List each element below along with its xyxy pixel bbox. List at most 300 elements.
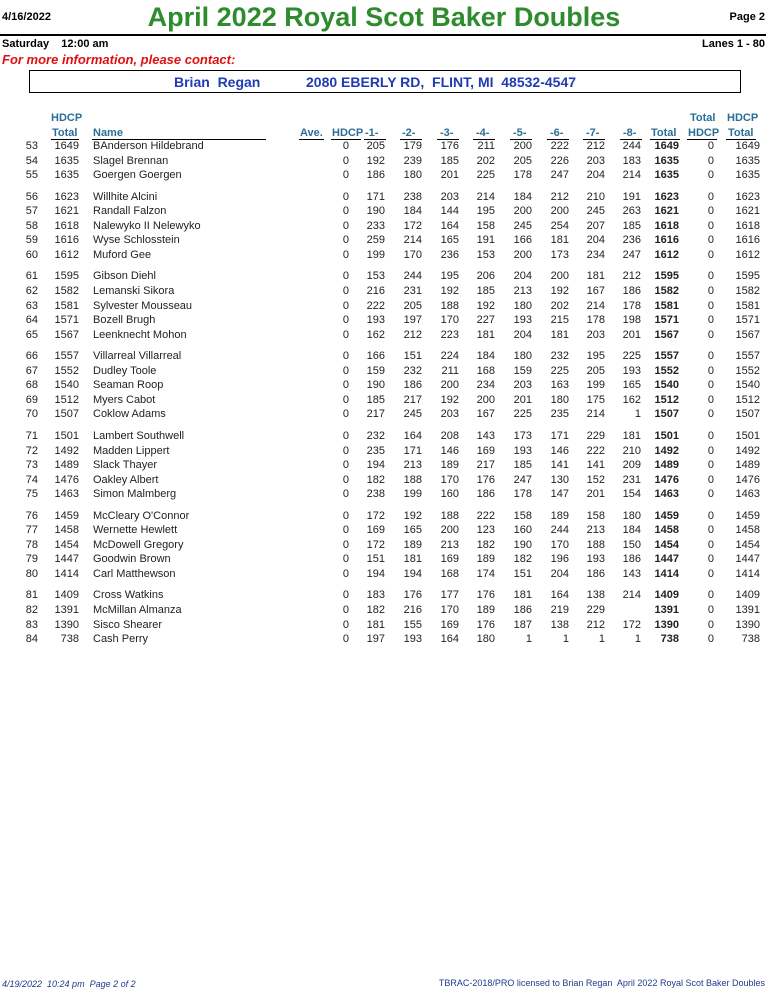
cell-game-7: 186 xyxy=(586,567,605,580)
cell-place: 80 xyxy=(25,567,38,580)
cell-entry-total: 1616 xyxy=(54,234,79,247)
cell-game-1: 216 xyxy=(366,285,385,297)
cell-game-7: 201 xyxy=(586,488,605,501)
cell-game-8: 181 xyxy=(622,429,641,442)
table-row xyxy=(0,365,768,379)
cell-handicap-total: 1390 xyxy=(735,618,760,631)
cell-game-8: 263 xyxy=(622,205,641,218)
cell-game-6: 200 xyxy=(550,270,569,283)
cell-team-name: Coklow Adams xyxy=(93,408,166,421)
cell-total-handicap: 0 xyxy=(707,248,714,261)
col-game-4: -4- xyxy=(476,127,490,139)
cell-game-6: 196 xyxy=(550,553,569,566)
cell-game-6: 173 xyxy=(550,248,569,261)
cell-place: 57 xyxy=(25,205,38,218)
cell-game-6: 244 xyxy=(550,524,569,537)
table-row xyxy=(0,619,768,633)
table-row xyxy=(0,350,768,364)
table-row xyxy=(0,169,768,183)
cell-game-8: 236 xyxy=(622,234,641,247)
cell-handicap-total: 1581 xyxy=(735,299,760,312)
cell-handicap: 0 xyxy=(342,350,349,363)
cell-game-8: 210 xyxy=(622,444,641,457)
cell-game-8: 225 xyxy=(622,350,641,363)
cell-place: 66 xyxy=(25,350,38,363)
cell-handicap: 0 xyxy=(342,524,349,537)
cell-team-name: BAnderson Hildebrand xyxy=(93,140,204,152)
cell-place: 77 xyxy=(25,524,38,537)
cell-team-name: Madden Lippert xyxy=(93,444,170,457)
cell-game-7: 199 xyxy=(586,379,605,392)
cell-game-2: 217 xyxy=(403,393,422,406)
cell-handicap: 0 xyxy=(342,154,349,167)
cell-handicap-total: 1540 xyxy=(735,379,760,392)
cell-entry-total: 1635 xyxy=(54,169,79,182)
cell-handicap: 0 xyxy=(342,328,349,341)
cell-game-4: 222 xyxy=(476,509,495,522)
cell-game-4: 225 xyxy=(476,169,495,182)
cell-total-handicap: 0 xyxy=(707,364,714,377)
table-row xyxy=(0,234,768,248)
table-row xyxy=(0,510,768,524)
cell-game-5: 160 xyxy=(513,524,532,537)
cell-game-4: 143 xyxy=(476,429,495,442)
table-row xyxy=(0,524,768,538)
cell-team-name: Lambert Southwell xyxy=(93,429,185,442)
cell-entry-total: 1507 xyxy=(54,408,79,421)
cell-place: 63 xyxy=(25,299,38,312)
cell-game-7: 205 xyxy=(586,364,605,377)
cell-total: 1489 xyxy=(654,459,679,471)
cell-game-8: 186 xyxy=(622,285,641,297)
cell-game-4: 153 xyxy=(476,248,495,261)
table-row xyxy=(0,300,768,314)
col-game-8: -8- xyxy=(623,127,637,139)
cell-game-7: 203 xyxy=(586,154,605,167)
cell-team-name: McCleary O'Connor xyxy=(93,509,190,522)
cell-total-handicap: 0 xyxy=(707,285,714,297)
cell-game-4: 184 xyxy=(476,350,495,363)
cell-game-7: 1 xyxy=(598,633,605,645)
report-title: April 2022 Royal Scot Baker Doubles xyxy=(147,2,621,32)
page-number: Page 2 xyxy=(729,11,765,23)
cell-game-2: 189 xyxy=(403,538,422,551)
cell-team-name: Goergen Goergen xyxy=(93,169,182,182)
cell-total-handicap: 0 xyxy=(707,429,714,442)
cell-total-handicap: 0 xyxy=(707,604,714,616)
cell-game-5: 201 xyxy=(513,393,532,406)
cell-total-handicap: 0 xyxy=(707,488,714,501)
cell-game-5: 180 xyxy=(513,299,532,312)
cell-total-handicap: 0 xyxy=(707,219,714,232)
cell-handicap: 0 xyxy=(342,285,349,297)
cell-handicap: 0 xyxy=(342,488,349,501)
cell-game-7: 229 xyxy=(586,604,605,616)
cell-place: 67 xyxy=(25,364,38,377)
cell-game-4: 158 xyxy=(476,219,495,232)
cell-entry-total: 1492 xyxy=(54,444,79,457)
cell-game-6: 254 xyxy=(550,219,569,232)
cell-total: 1447 xyxy=(654,553,679,566)
cell-game-3: 165 xyxy=(440,234,459,247)
cell-game-3: 168 xyxy=(440,567,459,580)
cell-game-6: 170 xyxy=(550,538,569,551)
cell-game-4: 180 xyxy=(476,633,495,645)
table-row xyxy=(0,474,768,488)
cell-game-1: 185 xyxy=(366,393,385,406)
cell-game-7: 204 xyxy=(586,169,605,182)
cell-entry-total: 1489 xyxy=(54,459,79,471)
cell-game-1: 181 xyxy=(366,618,385,631)
cell-entry-total: 1623 xyxy=(54,190,79,203)
cell-game-2: 179 xyxy=(403,140,422,152)
cell-total: 1463 xyxy=(654,488,679,501)
cell-place: 68 xyxy=(25,379,38,392)
cell-total-handicap: 0 xyxy=(707,140,714,152)
cell-handicap: 0 xyxy=(342,140,349,152)
cell-game-7: 213 xyxy=(586,524,605,537)
cell-entry-total: 1649 xyxy=(54,140,79,152)
cell-place: 54 xyxy=(25,154,38,167)
cell-game-5: 193 xyxy=(513,314,532,327)
cell-game-7: 167 xyxy=(586,285,605,297)
cell-handicap-total: 1489 xyxy=(735,459,760,471)
cell-game-8: 244 xyxy=(622,140,641,152)
cell-game-3: 160 xyxy=(440,488,459,501)
cell-place: 53 xyxy=(25,140,38,152)
cell-game-4: 189 xyxy=(476,604,495,616)
cell-total-handicap: 0 xyxy=(707,567,714,580)
cell-team-name: Sisco Shearer xyxy=(93,618,163,631)
cell-game-1: 217 xyxy=(366,408,385,421)
cell-handicap-total: 1507 xyxy=(735,408,760,421)
cell-game-5: 213 xyxy=(513,285,532,297)
cell-place: 78 xyxy=(25,538,38,551)
cell-game-3: 201 xyxy=(440,169,459,182)
contact-box xyxy=(29,70,741,93)
cell-game-2: 205 xyxy=(403,299,422,312)
cell-game-6: 181 xyxy=(550,328,569,341)
col-hdcp-total-bottom: Total xyxy=(52,127,78,139)
cell-handicap-total: 1409 xyxy=(735,589,760,602)
contact-name: Brian Regan xyxy=(174,74,261,90)
cell-team-name: Seaman Roop xyxy=(93,379,164,392)
col-hdcp: HDCP xyxy=(332,127,364,139)
cell-game-8: 143 xyxy=(622,567,641,580)
cell-team-name: Lemanski Sikora xyxy=(93,285,175,297)
cell-total: 1581 xyxy=(654,299,679,312)
cell-handicap: 0 xyxy=(342,429,349,442)
cell-handicap-total: 1414 xyxy=(735,567,760,580)
cell-game-2: 212 xyxy=(403,328,422,341)
cell-game-5: 200 xyxy=(513,205,532,218)
cell-handicap-total: 1391 xyxy=(735,604,760,616)
cell-entry-total: 738 xyxy=(60,633,79,645)
cell-total: 1635 xyxy=(654,169,679,182)
cell-entry-total: 1582 xyxy=(54,285,79,297)
cell-game-8: 184 xyxy=(622,524,641,537)
cell-place: 72 xyxy=(25,444,38,457)
cell-handicap: 0 xyxy=(342,299,349,312)
cell-game-1: 193 xyxy=(366,314,385,327)
cell-team-name: Oakley Albert xyxy=(93,473,159,486)
cell-entry-total: 1612 xyxy=(54,248,79,261)
cell-place: 81 xyxy=(25,589,38,602)
cell-game-5: 180 xyxy=(513,350,532,363)
cell-handicap-total: 1476 xyxy=(735,473,760,486)
cell-game-1: 166 xyxy=(366,350,385,363)
cell-game-3: 203 xyxy=(440,190,459,203)
table-row xyxy=(0,191,768,205)
cell-game-4: 123 xyxy=(476,524,495,537)
cell-game-4: 191 xyxy=(476,234,495,247)
table-row xyxy=(0,553,768,567)
cell-place: 82 xyxy=(25,604,38,616)
cell-game-6: 200 xyxy=(550,205,569,218)
cell-game-2: 232 xyxy=(403,364,422,377)
cell-handicap: 0 xyxy=(342,444,349,457)
table-row xyxy=(0,604,768,618)
cell-game-2: 176 xyxy=(403,589,422,602)
cell-game-2: 213 xyxy=(403,459,422,471)
cell-game-6: 232 xyxy=(550,350,569,363)
cell-place: 74 xyxy=(25,473,38,486)
cell-total: 1391 xyxy=(654,604,679,616)
cell-total: 1616 xyxy=(654,234,679,247)
cell-game-4: 234 xyxy=(476,379,495,392)
cell-game-7: 178 xyxy=(586,314,605,327)
col-game-2: -2- xyxy=(402,127,416,139)
cell-game-7: 195 xyxy=(586,350,605,363)
cell-game-3: 144 xyxy=(440,205,459,218)
cell-team-name: Simon Malmberg xyxy=(93,488,177,501)
cell-game-3: 146 xyxy=(440,444,459,457)
cell-game-6: 164 xyxy=(550,589,569,602)
cell-game-2: 180 xyxy=(403,169,422,182)
cell-game-2: 181 xyxy=(403,553,422,566)
col-game-6: -6- xyxy=(550,127,564,139)
cell-game-3: 200 xyxy=(440,379,459,392)
col-total: Total xyxy=(651,127,677,139)
cell-game-2: 164 xyxy=(403,429,422,442)
cell-handicap: 0 xyxy=(342,408,349,421)
cell-game-6: 226 xyxy=(550,154,569,167)
cell-team-name: Slack Thayer xyxy=(93,459,157,471)
cell-game-1: 197 xyxy=(366,633,385,645)
cell-game-8: 1 xyxy=(634,633,641,645)
cell-game-6: 222 xyxy=(550,140,569,152)
cell-game-2: 170 xyxy=(403,248,422,261)
cell-total: 1612 xyxy=(654,248,679,261)
cell-game-3: 224 xyxy=(440,350,459,363)
cell-game-4: 227 xyxy=(476,314,495,327)
contact-address: 2080 EBERLY RD, FLINT, MI 48532-4547 xyxy=(306,74,577,90)
cell-game-7: 245 xyxy=(586,205,605,218)
cell-game-8: 191 xyxy=(622,190,641,203)
cell-game-6: 202 xyxy=(550,299,569,312)
cell-game-4: 186 xyxy=(476,488,495,501)
cell-game-6: 130 xyxy=(550,473,569,486)
cell-total: 1621 xyxy=(654,205,679,218)
table-row xyxy=(0,329,768,343)
cell-total-handicap: 0 xyxy=(707,379,714,392)
cell-game-1: 182 xyxy=(366,604,385,616)
cell-total-handicap: 0 xyxy=(707,154,714,167)
cell-game-2: 239 xyxy=(403,154,422,167)
cell-game-1: 194 xyxy=(366,567,385,580)
cell-game-7: 207 xyxy=(586,219,605,232)
cell-game-8: 209 xyxy=(622,459,641,471)
cell-game-1: 162 xyxy=(366,328,385,341)
cell-game-6: 141 xyxy=(550,459,569,471)
col-final-top: HDCP xyxy=(727,112,759,124)
cell-handicap-total: 1571 xyxy=(735,314,760,327)
cell-handicap: 0 xyxy=(342,459,349,471)
cell-game-4: 174 xyxy=(476,567,495,580)
cell-team-name: Goodwin Brown xyxy=(93,553,171,566)
header-rule xyxy=(0,34,766,36)
cell-game-3: 170 xyxy=(440,604,459,616)
cell-place: 79 xyxy=(25,553,38,566)
cell-total-handicap: 0 xyxy=(707,328,714,341)
cell-entry-total: 1540 xyxy=(54,379,79,392)
cell-game-8: 186 xyxy=(622,553,641,566)
cell-game-1: 259 xyxy=(366,234,385,247)
cell-total-handicap: 0 xyxy=(707,633,714,645)
cell-team-name: Villarreal Villarreal xyxy=(93,350,182,363)
cell-entry-total: 1621 xyxy=(54,205,79,218)
cell-game-1: 186 xyxy=(366,169,385,182)
table-row xyxy=(0,379,768,393)
cell-handicap: 0 xyxy=(342,604,349,616)
cell-team-name: Leenknecht Mohon xyxy=(93,328,187,341)
cell-game-6: 204 xyxy=(550,567,569,580)
cell-game-8: 212 xyxy=(622,270,641,283)
cell-game-6: 180 xyxy=(550,393,569,406)
cell-game-3: 213 xyxy=(440,538,459,551)
col-total-hdcp-top: Total xyxy=(690,112,716,124)
cell-place: 83 xyxy=(25,618,38,631)
cell-game-2: 197 xyxy=(403,314,422,327)
cell-game-8: 180 xyxy=(622,509,641,522)
cell-team-name: McMillan Almanza xyxy=(93,604,182,616)
table-row xyxy=(0,205,768,219)
cell-entry-total: 1476 xyxy=(54,473,79,486)
cell-handicap-total: 1552 xyxy=(735,364,760,377)
cell-game-6: 147 xyxy=(550,488,569,501)
cell-game-6: 163 xyxy=(550,379,569,392)
cell-entry-total: 1409 xyxy=(54,589,79,602)
cell-game-5: 166 xyxy=(513,234,532,247)
cell-game-1: 233 xyxy=(366,219,385,232)
table-row xyxy=(0,249,768,263)
cell-place: 64 xyxy=(25,314,38,327)
cell-team-name: Nalewyko II Nelewyko xyxy=(93,219,201,232)
cell-place: 60 xyxy=(25,248,38,261)
cell-game-4: 217 xyxy=(476,459,495,471)
cell-game-3: 170 xyxy=(440,473,459,486)
col-game-1: -1- xyxy=(365,127,379,139)
cell-game-5: 158 xyxy=(513,509,532,522)
cell-game-5: 193 xyxy=(513,444,532,457)
cell-handicap-total: 1557 xyxy=(735,350,760,363)
cell-game-5: 173 xyxy=(513,429,532,442)
cell-game-1: 153 xyxy=(366,270,385,283)
col-final-bottom: Total xyxy=(728,127,754,139)
cell-total: 1649 xyxy=(654,140,679,152)
cell-game-8: 150 xyxy=(622,538,641,551)
cell-total-handicap: 0 xyxy=(707,524,714,537)
cell-game-5: 185 xyxy=(513,459,532,471)
cell-game-3: 177 xyxy=(440,589,459,602)
cell-game-1: 199 xyxy=(366,248,385,261)
cell-game-4: 185 xyxy=(476,285,495,297)
table-row xyxy=(0,394,768,408)
cell-handicap: 0 xyxy=(342,219,349,232)
cell-game-7: 141 xyxy=(586,459,605,471)
cell-entry-total: 1595 xyxy=(54,270,79,283)
cell-handicap-total: 1501 xyxy=(735,429,760,442)
cell-game-3: 185 xyxy=(440,154,459,167)
cell-team-name: Muford Gee xyxy=(93,248,152,261)
cell-game-7: 152 xyxy=(586,473,605,486)
cell-game-6: 235 xyxy=(550,408,569,421)
cell-game-3: 170 xyxy=(440,314,459,327)
cell-game-4: 176 xyxy=(476,589,495,602)
cell-entry-total: 1459 xyxy=(54,509,79,522)
cell-handicap: 0 xyxy=(342,234,349,247)
cell-handicap-total: 1582 xyxy=(735,285,760,297)
table-row xyxy=(0,140,768,154)
cell-total: 1507 xyxy=(654,408,679,421)
cell-game-5: 190 xyxy=(513,538,532,551)
cell-game-1: 194 xyxy=(366,459,385,471)
cell-game-1: 238 xyxy=(366,488,385,501)
cell-entry-total: 1391 xyxy=(54,604,79,616)
cell-team-name: Bozell Brugh xyxy=(93,314,156,327)
col-name: Name xyxy=(93,127,123,139)
cell-game-6: 146 xyxy=(550,444,569,457)
cell-game-4: 169 xyxy=(476,444,495,457)
cell-team-name: Willhite Alcini xyxy=(93,190,158,203)
cell-game-4: 206 xyxy=(476,270,495,283)
cell-game-5: 204 xyxy=(513,270,532,283)
cell-team-name: Carl Matthewson xyxy=(93,567,176,580)
cell-game-3: 164 xyxy=(440,633,459,645)
cell-total-handicap: 0 xyxy=(707,553,714,566)
cell-total: 738 xyxy=(660,633,679,645)
cell-game-8: 183 xyxy=(622,154,641,167)
cell-handicap-total: 1635 xyxy=(735,169,760,182)
cell-game-3: 211 xyxy=(441,364,459,377)
cell-game-5: 182 xyxy=(513,553,532,566)
cell-game-2: 193 xyxy=(403,633,422,645)
cell-handicap: 0 xyxy=(342,633,349,645)
cell-game-1: 192 xyxy=(366,154,385,167)
col-total-hdcp-bottom: HDCP xyxy=(688,127,720,139)
day-time: Saturday 12:00 am xyxy=(2,38,109,50)
cell-handicap: 0 xyxy=(342,364,349,377)
cell-game-8: 231 xyxy=(622,473,641,486)
table-row xyxy=(0,539,768,553)
cell-game-4: 167 xyxy=(476,408,495,421)
cell-game-2: 194 xyxy=(403,567,422,580)
cell-handicap-total: 1492 xyxy=(735,444,760,457)
cell-game-4: 176 xyxy=(476,618,495,631)
cell-game-7: 212 xyxy=(586,140,605,152)
cell-total: 1623 xyxy=(654,190,679,203)
cell-total: 1454 xyxy=(654,538,679,551)
